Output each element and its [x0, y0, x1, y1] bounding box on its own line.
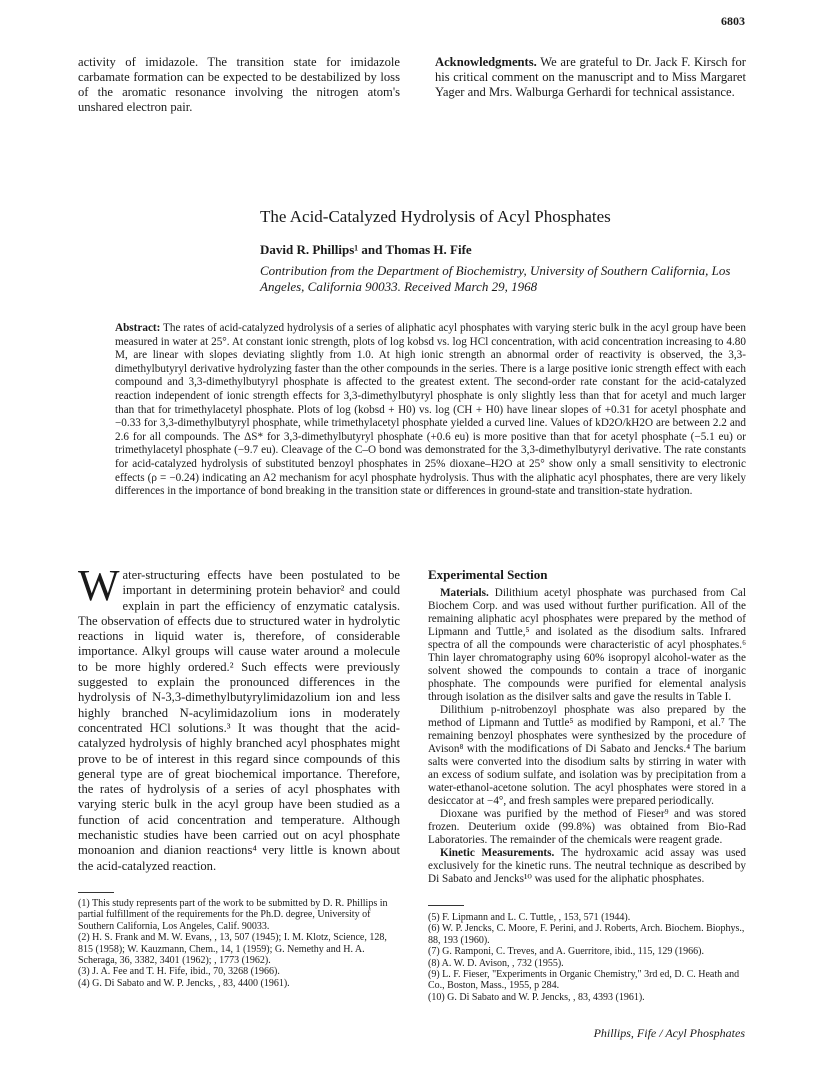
introduction-text: ater-structuring effects have been postulated to be important in determining protein behavior² and could explain in part the efficiency of enzymatic catalysis. The observation of effects due to structured water in hydrolytic reactions in liquid water is, therefore, of considerable importance. Alkyl groups will cause water around a molecule to be more highly ordered.² Such effects were previously suggested to explain the pronounced differences in the hydrolysis of N-3,3-dimethylbutyrylimidazolium ion and less highly branched N-acylimidazolium ions in moderately concentrated HCl solutions.³ It was thought that the acid-catalyzed hydrolysis of highly branched acyl phosphates might prove to be of interest in this regard since compounds of this general type are of great biochemical importance. Therefore, the rates of hydrolysis of a series of acyl phosphates with varying steric bulk in the acyl group have been studied as a function of acid concentration and temperature. Although mechanistic studies have been carried out on acyl phosphate monoanion and dianion reactions⁴ very little is known about the acid-catalyzed reaction. [78, 568, 400, 873]
footnote-divider [428, 905, 464, 906]
acknowledgments-text: We are grateful to Dr. Jack F. Kirsch for his critical comment on the manuscript and to Miss Margaret Yager and Mrs. Walburga Gerhardi for technical assistance. [435, 55, 746, 99]
abstract [115, 322, 746, 499]
footnote: (6) W. P. Jencks, C. Moore, F. Perini, and J. Roberts, Arch. Biochem. Biophys., 88, 193 (1960). [428, 923, 745, 946]
acknowledgments [435, 55, 746, 100]
footnote: (3) J. A. Fee and T. H. Fife, ibid., 70, 3268 (1966). [78, 966, 280, 978]
footnote: (10) G. Di Sabato and W. P. Jencks, , 83, 4393 (1961). [428, 991, 645, 1003]
abstract-text: The rates of acid-catalyzed hydrolysis of a series of aliphatic acyl phosphates with varying steric bulk in the acyl group have been measured in water at 25°. At constant ionic strength, plots of log kobsd vs. log HCl concentration, with acid concentration increasing to 4.80 M, are linear with slopes deviating slightly from 1.0. At high ionic strength an abnormal order of reactivity is observed, the 3,3-dimethylbutyryl derivative hydrolyzing faster than the other compounds in the series. There is a large positive ionic strength effect with each compound and 3,3-dimethylbutyryl phosphate is affected to the greatest extent. The second-order rate constant for the acid-catalyzed reaction independent of ionic strength effects for 3,3-dimethylbutyryl phosphate is only slightly less than that for acetyl and much larger than that for trimethylacetyl phosphate. Plots of log (kobsd + H0) vs. log (CH + H0) have linear slopes of +0.31 for acetyl phosphate and −0.33 for 3,3-dimethylbutyryl phosphate, while trimethylacetyl phosphate yielded a curved line. Values of kD2O/kH2O are between 2.2 and 2.6 for all compounds. The ΔS* for 3,3-dimethylbutyryl phosphate (+0.6 eu) is more positive than that for acetyl phosphate (−5.1 eu) or trimethylacetyl phosphate (−9.7 eu). Cleavage of the C–O bond was demonstrated for the 3,3-dimethylbutyryl derivative. The rate constants for acid-catalyzed hydrolysis of substituted benzoyl phosphates in 25% dioxane–H2O at 25° show only a small sensitivity to electronic effects (ρ = −0.24) indicating an A2 mechanism for acyl phosphate hydrolysis. Thus with the aliphatic acyl phosphates, there are very likely differences in the importance of bond breaking in the transition state or differences in ground-state and transition-state hydration. [115, 322, 746, 498]
paragraph-text: Dioxane was purified by the method of Fieser⁹ and was stored frozen. Deuterium oxide (99.8%) was obtained from Bio-Rad Laboratories. The remainder of the chemicals were reagent grade. [428, 808, 746, 846]
running-footer: Phillips, Fife / Acyl Phosphates [593, 1026, 745, 1040]
footnote: (1) This study represents part of the work to be submitted by D. R. Phillips in partial fulfillment of the requirements for the Ph.D. degree, University of Southern California, Los Angeles, Calif. 90033. [78, 898, 388, 932]
footnote: (8) A. W. D. Avison, , 732 (1955). [428, 957, 564, 969]
footnote: (9) L. F. Fieser, "Experiments in Organic Chemistry," 3rd ed, D. C. Heath and Co., Boston, Mass., 1955, p 284. [428, 969, 740, 992]
paragraph-text: Dilithium p-nitrobenzoyl phosphate was also prepared by the method of Lipmann and Tuttle⁵ as modified by Ramponi, et al.⁷ The remaining benzoyl phosphates were synthesized by the procedure of Avison⁸ with the modifications of Di Sabato and Jencks.⁴ The barium salts were converted into the disodium salts by stirring in water with an excess of sodium sulfate, and isolation was by precipitation from a water-ethanol-acetone solution. The acyl phosphates were stored in a desiccator at −4°, and fresh samples were prepared periodically. [428, 704, 746, 807]
footnote: (4) G. Di Sabato and W. P. Jencks, , 83, 4400 (1961). [78, 977, 290, 989]
introduction [78, 561, 400, 874]
page-number: 6803 [721, 14, 745, 28]
acknowledgments-label: Acknowledgments. [435, 55, 537, 69]
article-title: The Acid-Catalyzed Hydrolysis of Acyl Phosphates [260, 207, 611, 226]
experimental-paragraph [428, 847, 746, 886]
previous-article-conclusion: activity of imidazole. The transition state for imidazole carbamate formation can be expected to be destabilized by loss of the aromatic resonance involving the nitrogen atom's unshared electron pair. [78, 55, 400, 114]
article-authors: David R. Phillips¹ and Thomas H. Fife [260, 242, 472, 257]
paragraph-runin: Materials. [440, 587, 489, 599]
footnote-divider [78, 892, 114, 893]
experimental-paragraph [428, 587, 746, 704]
paragraph-runin: Kinetic Measurements. [440, 847, 555, 859]
footnote: (5) F. Lipmann and L. C. Tuttle, , 153, 571 (1944). [428, 912, 631, 923]
paragraph-text: Dilithium acetyl phosphate was purchased from Cal Biochem Corp. and was used without further purification. All of the remaining aliphatic acyl phosphates were prepared by the method of Lipmann and Tuttle,⁵ and isolated as the disodium salts. Infrared spectra of all the compounds were characteristic of acyl phosphates.⁶ Thin layer chromatography using 60% isopropyl alcohol-water as the solvent showed the compounds to contain a trace of inorganic phosphate. The compounds were purified for elemental analysis through isolation as the disilver salts and gave the results in Table I. [428, 587, 746, 703]
article-affiliation: Contribution from the Department of Biochemistry, University of Southern California, Los Angeles, California 90033. Received March 29, 1968 [260, 263, 731, 294]
footnote: (7) G. Ramponi, C. Treves, and A. Guerritore, ibid., 115, 129 (1966). [428, 946, 704, 958]
paragraph-text: The hydroxamic acid assay was used exclusively for the kinetic runs. The neutral technique as described by Di Sabato and Jencks¹⁰ was used for the aliphatic phosphates. [428, 847, 746, 885]
experimental-paragraph [428, 808, 746, 847]
experimental-paragraph [428, 704, 746, 808]
footnote: (2) H. S. Frank and M. W. Evans, , 13, 507 (1945); I. M. Klotz, Science, 128, 815 (1958); W. Kauzmann, Chem., 14, 1 (1959); G. Nemethy and H. A. Scheraga, 36, 3382, 3401 (1962); , 1773 (1962). [78, 932, 387, 967]
experimental-section [428, 568, 746, 886]
footnotes-right [428, 912, 746, 1003]
footnotes-left [78, 898, 400, 989]
abstract-label: Abstract: [115, 322, 161, 334]
drop-cap: W [78, 561, 120, 610]
experimental-heading: Experimental Section [428, 567, 548, 582]
